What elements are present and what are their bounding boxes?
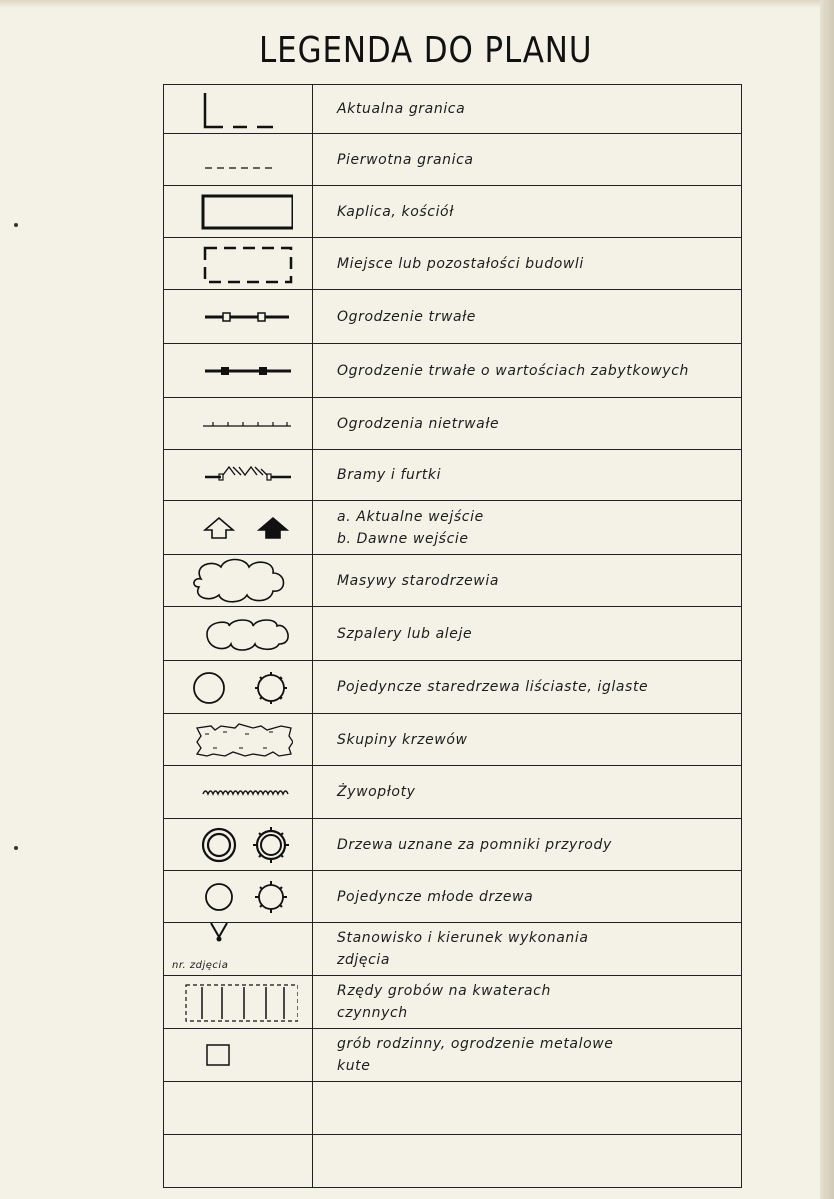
legend-label: Masywy starodrzewia [337, 572, 500, 589]
tree-mass-icon [164, 555, 313, 606]
empty-label-cell [313, 1082, 741, 1134]
margin-dot [14, 223, 18, 227]
permanent-fence-icon [164, 290, 313, 343]
temporary-fence-icon [164, 398, 313, 449]
legend-label: grób rodzinny, ogrodzenie metalowe kute [337, 1036, 614, 1074]
legend-label: Pierwotna granica [337, 151, 474, 168]
legend-label: Pojedyncze staredrzewa liściaste, iglaste [337, 679, 649, 695]
shrubs-icon [164, 714, 313, 765]
entrance-arrows-icon [164, 501, 313, 554]
chapel-icon [164, 186, 313, 237]
legend-label: Żywopłoty [337, 784, 416, 800]
young-trees-icon [164, 871, 313, 922]
empty-symbol-cell [164, 1135, 313, 1187]
legend-row [164, 607, 741, 661]
legend-row [164, 398, 741, 450]
legend-row [164, 344, 741, 398]
legend-row [164, 85, 741, 134]
photo-number-caption: nr. zdjęcia [172, 960, 229, 971]
legend-row [164, 501, 741, 555]
legend-row [164, 976, 741, 1029]
legend-row [164, 714, 741, 766]
legend-row [164, 819, 741, 871]
legend-label: a. Aktualne wejście b. Dawne wejście [337, 508, 484, 547]
legend-label: Skupiny krzewów [337, 731, 468, 748]
historic-fence-icon [164, 344, 313, 397]
legend-row-empty [164, 1082, 741, 1135]
legend-label: Miejsce lub pozostałości budowli [337, 255, 584, 272]
legend-label: Ogrodzenia nietrwałe [337, 415, 500, 432]
legend-label: Drzewa uznane za pomniki przyrody [337, 836, 612, 853]
legend-label: Bramy i furtki [337, 467, 442, 483]
legend-row [164, 923, 741, 976]
natural-monument-trees-icon [164, 819, 313, 870]
legend-label: Kaplica, kościół [337, 203, 454, 220]
grave-rows-icon [164, 976, 313, 1028]
legend-label: Pojedyncze młode drzewa [337, 888, 534, 905]
original-boundary-icon [164, 134, 313, 185]
legend-table [163, 84, 742, 1188]
legend-row-empty [164, 1135, 741, 1188]
legend-row [164, 1029, 741, 1082]
page-right-edge [820, 0, 834, 1199]
gate-icon [164, 450, 313, 500]
family-grave-icon [164, 1029, 313, 1081]
hedge-icon [164, 766, 313, 818]
legend-row [164, 290, 741, 344]
legend-label: Ogrodzenie trwałe [337, 308, 477, 325]
legend-label: Rzędy grobów na kwaterach czynnych [337, 983, 551, 1021]
page-top-edge [0, 0, 834, 8]
legend-row [164, 238, 741, 290]
legend-row [164, 450, 741, 501]
actual-boundary-icon [164, 85, 313, 133]
tree-row-icon [164, 607, 313, 660]
empty-symbol-cell [164, 1082, 313, 1134]
legend-label: Stanowisko i kierunek wykonania zdjęcia [337, 930, 589, 968]
margin-dot [14, 846, 18, 850]
legend-row [164, 766, 741, 819]
page-title: LEGENDA DO PLANU [259, 30, 593, 71]
legend-row [164, 871, 741, 923]
legend-label: Szpalery lub aleje [337, 625, 473, 642]
single-old-trees-icon [164, 661, 313, 713]
legend-row [164, 661, 741, 714]
legend-label: Ogrodzenie trwałe o wartościach zabytkowych [337, 362, 689, 379]
legend-row [164, 134, 741, 186]
empty-label-cell [313, 1135, 741, 1187]
legend-row [164, 555, 741, 607]
building-remains-icon [164, 238, 313, 289]
legend-label: Aktualna granica [337, 101, 466, 117]
legend-row [164, 186, 741, 238]
photo-position-icon [164, 923, 313, 975]
